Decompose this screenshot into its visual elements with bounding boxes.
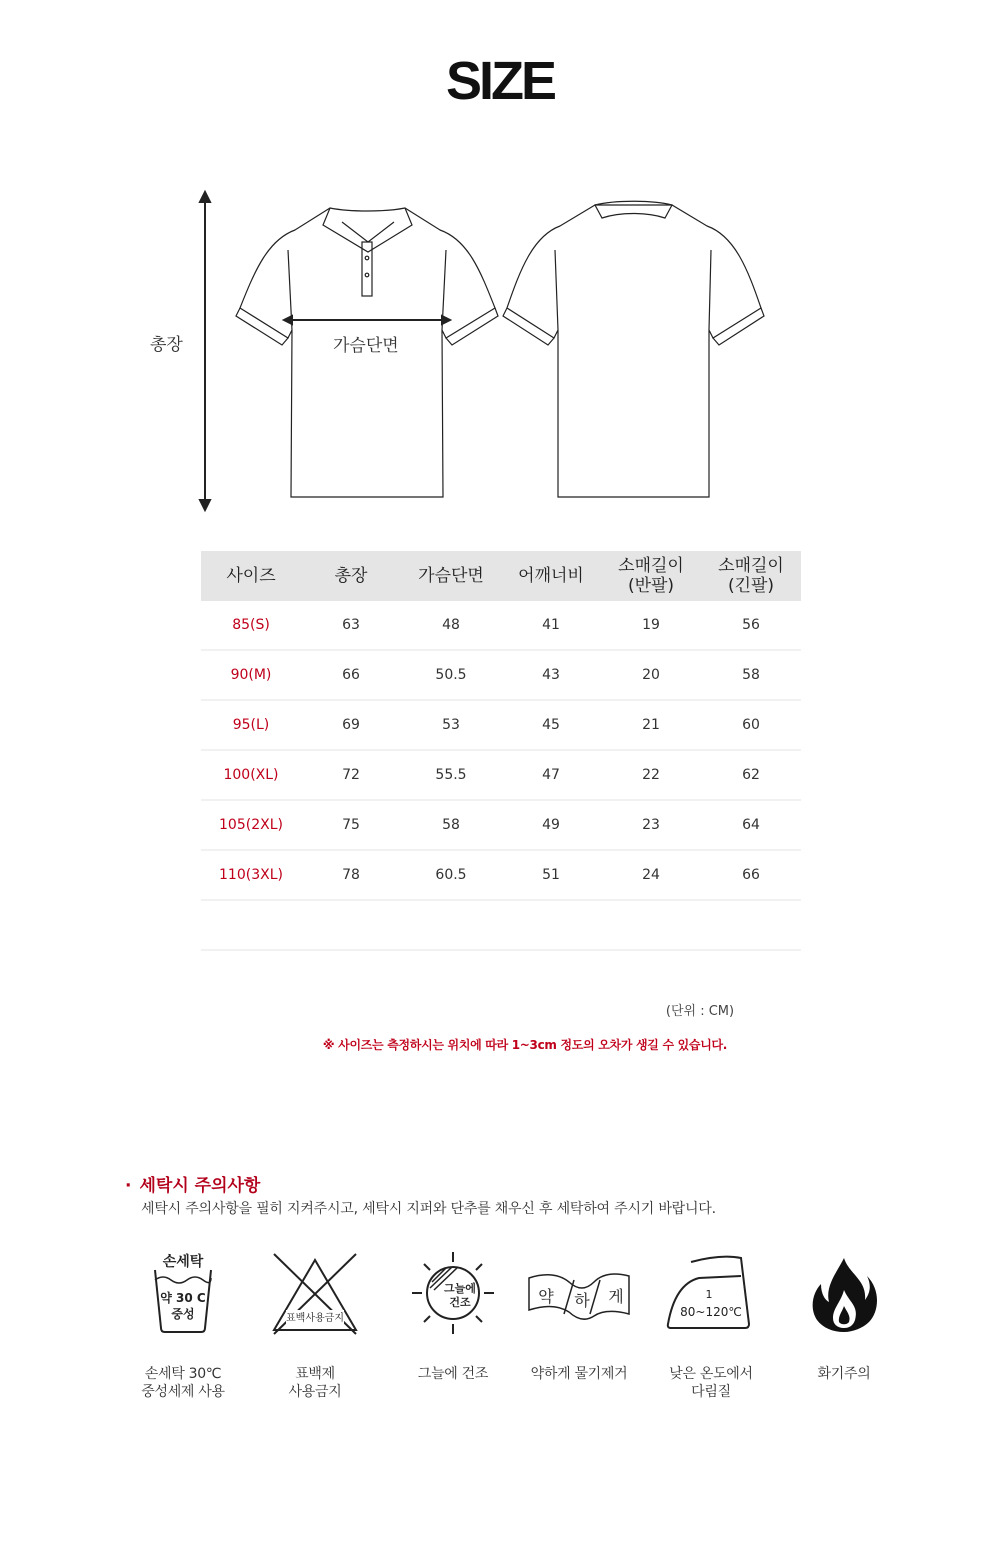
chest-arrow: [284, 316, 450, 324]
care-label-shade-dry: 그늘에 건조: [417, 1366, 489, 1382]
table-cell: 53: [442, 717, 460, 733]
care-hand-wash: [108, 1250, 258, 1401]
care-no-bleach: [240, 1250, 390, 1401]
laundry-description: 세탁시 주의사항을 필히 지켜주시고, 세탁시 지퍼와 단추를 채우신 후 세탁하여 주시기 바랍니다.: [141, 1201, 716, 1217]
table-cell: 43: [542, 667, 560, 683]
hand-wash-top-text: 손세탁: [162, 1254, 204, 1270]
table-body: [201, 601, 801, 951]
table-cell: 41: [542, 617, 560, 633]
back-shirt: [503, 201, 764, 497]
table-cell: 24: [642, 867, 660, 883]
table-row: [201, 801, 801, 851]
table-cell: 60.5: [435, 867, 467, 883]
table-row: [201, 701, 801, 751]
size-cell: 100(XL): [223, 767, 279, 783]
table-cell: 58: [742, 667, 760, 683]
table-cell: 72: [342, 767, 360, 783]
table-cell: 64: [742, 817, 760, 833]
table-cell: 23: [642, 817, 660, 833]
unit-label: (단위 : CM): [665, 1004, 735, 1019]
table-cell: 55.5: [435, 767, 467, 783]
table-cell: 78: [342, 867, 360, 883]
table-row: [201, 851, 801, 901]
table-header-cell: 어깨너비: [518, 566, 584, 586]
table-header-cell: 총장: [334, 566, 368, 586]
gentle-wring-text-3: 게: [608, 1287, 624, 1306]
fire-icon: [809, 1250, 879, 1335]
table-cell: 60: [742, 717, 760, 733]
care-label-no-bleach: 표백제 사용금지: [288, 1366, 342, 1400]
table-header: [201, 551, 801, 601]
care-label-fire: 화기주의: [817, 1366, 871, 1382]
hand-wash-mid-text: 약 30 C: [160, 1291, 206, 1305]
hand-wash-bot-text: 중성: [171, 1307, 195, 1321]
table-cell: 19: [642, 617, 660, 633]
no-bleach-text: 표백사용금지: [286, 1313, 344, 1324]
table-header-cell: 가슴단면: [418, 566, 484, 586]
shade-dry-icon: [408, 1250, 498, 1335]
size-cell: 105(2XL): [219, 817, 283, 833]
care-fire: [769, 1250, 919, 1383]
shade-dry-bot-text: 건조: [449, 1296, 471, 1309]
low-iron-icon: [661, 1250, 761, 1335]
chest-label: 가슴단면: [333, 336, 399, 356]
gentle-wring-text-1: 약: [538, 1287, 554, 1306]
table-cell: 22: [642, 767, 660, 783]
care-gentle-wring: [504, 1250, 654, 1383]
care-low-iron: [636, 1250, 786, 1401]
shade-dry-top-text: 그늘에: [444, 1282, 476, 1295]
table-cell: 63: [342, 617, 360, 633]
table-cell: 75: [342, 817, 360, 833]
size-diagram: [140, 180, 780, 524]
table-row: [201, 751, 801, 801]
table-row: [201, 651, 801, 701]
hand-wash-icon: [143, 1250, 223, 1335]
table-cell: 69: [342, 717, 360, 733]
gentle-wring-text-2: 하: [574, 1291, 590, 1310]
care-label-hand-wash: 손세탁 30℃ 중성세제 사용: [141, 1366, 225, 1400]
low-iron-top-text: 1: [705, 1288, 713, 1301]
table-cell: 66: [342, 667, 360, 683]
gentle-wring-icon: [524, 1250, 634, 1335]
care-label-low-iron: 낮은 온도에서 다림질: [669, 1366, 753, 1400]
size-note: ※ 사이즈는 측정하시는 위치에 따라 1~3cm 정도의 오차가 생길 수 있습니다.: [322, 1038, 728, 1052]
table-row-empty: [201, 901, 801, 951]
size-table: [201, 551, 801, 951]
table-header-cell: 소매길이 (긴팔): [718, 556, 784, 596]
table-cell: 49: [542, 817, 560, 833]
table-cell: 56: [742, 617, 760, 633]
care-label-gentle-wring: 약하게 물기제거: [530, 1366, 628, 1382]
table-cell: 47: [542, 767, 560, 783]
size-cell: 95(L): [232, 717, 270, 733]
size-cell: 85(S): [232, 617, 270, 633]
table-cell: 20: [642, 667, 660, 683]
table-cell: 48: [442, 617, 460, 633]
table-cell: 45: [542, 717, 560, 733]
bullet: ·: [125, 1176, 132, 1196]
table-cell: 62: [742, 767, 760, 783]
table-cell: 58: [442, 817, 460, 833]
length-arrow: [200, 192, 210, 510]
table-cell: 50.5: [435, 667, 467, 683]
low-iron-bot-text: 80~120℃: [680, 1305, 742, 1319]
length-label: 총장: [150, 335, 183, 355]
size-cell: 110(3XL): [219, 867, 283, 883]
table-header-cell: 사이즈: [226, 566, 276, 586]
table-cell: 66: [742, 867, 760, 883]
page-title: SIZE: [445, 51, 555, 111]
table-header-cell: 소매길이 (반팔): [618, 556, 684, 596]
shirt-diagram: [140, 180, 780, 520]
no-bleach-icon: [270, 1250, 360, 1335]
laundry-title-text: 세탁시 주의사항: [139, 1176, 261, 1196]
laundry-title: [125, 1171, 260, 1196]
table-row: [201, 601, 801, 651]
table-cell: 51: [542, 867, 560, 883]
table-cell: 21: [642, 717, 660, 733]
size-cell: 90(M): [230, 667, 272, 683]
